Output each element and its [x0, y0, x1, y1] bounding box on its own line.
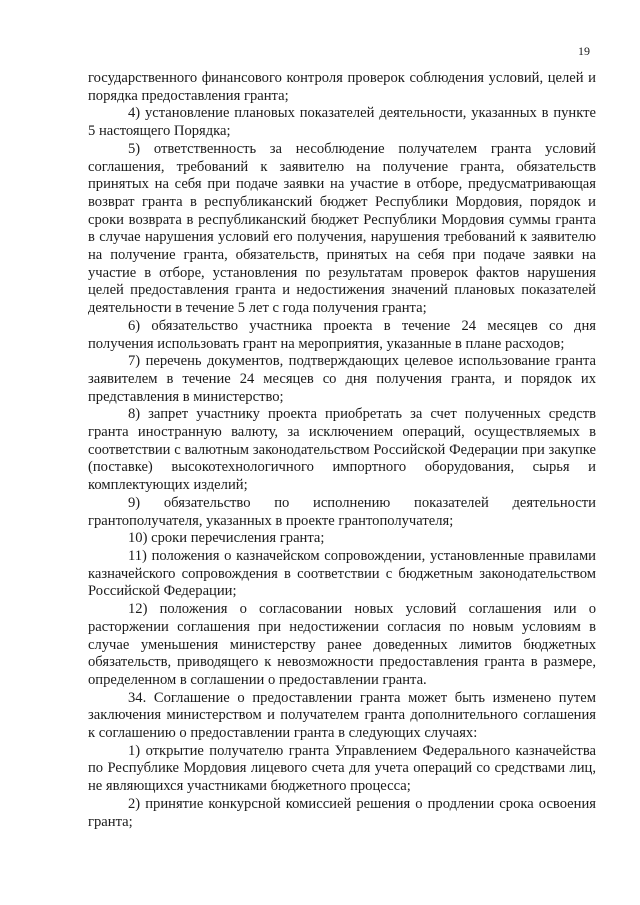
section-34: 34. Соглашение о предоставлении гранта может быть изменено путем заключения министерством и получателем гранта дополнительного соглашения к соглашению о предоставлении гранта в следующих случаях: — [88, 689, 596, 742]
list-item-4: 4) установление плановых показателей деятельности, указанных в пункте 5 настоящего Порядка; — [88, 105, 596, 140]
page-number: 19 — [578, 44, 590, 58]
document-body — [88, 70, 596, 831]
list-item-12: 12) положения о согласовании новых условий соглашения или о расторжении соглашения при недостижении согласия по новым условиям в случае уменьшения министерству ранее доведенных лимитов бюджетных обязательств, приводящего к невозможности предоставления гранта в размере, определенном в соглашении о предоставлении гранта. — [88, 601, 596, 688]
paragraph-continuation: государственного финансового контроля проверок соблюдения условий, целей и порядка предоставления гранта; — [88, 70, 596, 104]
section-34-item-2: 2) принятие конкурсной комиссией решения о продлении срока освоения гранта; — [88, 795, 596, 830]
list-item-7: 7) перечень документов, подтверждающих целевое использование гранта заявителем в течение 24 месяцев со дня получения гранта, и порядок их представления в министерство; — [88, 353, 596, 405]
list-item-10: 10) сроки перечисления гранта; — [128, 530, 325, 547]
list-item-6: 6) обязательство участника проекта в течение 24 месяцев со дня получения использовать грант на мероприятия, указанные в плане расходов; — [88, 317, 596, 352]
section-34-item-1: 1) открытие получателю гранта Управлением Федерального казначейства по Республике Мордовия лицевого счета для учета операций со средствами лиц, не являющихся участниками бюджетного процесса; — [88, 742, 596, 795]
list-item-11: 11) положения о казначейском сопровождении, установленные правилами казначейского сопровождения в соответствии с бюджетным законодательством Российской Федерации; — [88, 547, 596, 600]
list-item-9: 9) обязательство по исполнению показателей деятельности грантополучателя, указанных в проекте грантополучателя; — [88, 494, 596, 529]
list-item-5: 5) ответственность за несоблюдение получателем гранта условий соглашения, требований к заявителю на получение гранта, обязательств принятых на себя при подаче заявки на участие в отборе, предусматривающая возврат гранта в республиканский бюджет Республики Мордовия, порядок и сроки возврата в республиканский бюджет Республики Мордовия суммы гранта в случае нарушения условий его получения, нарушения требований к заявителю на получение гранта, обязательств, принятых на себя при подаче заявки на участие в отборе, установления по результатам проверок фактов нарушения целей предоставления гранта и недостижения значений плановых показателей деятельности в течение 5 лет с года получения гранта; — [88, 140, 596, 317]
list-item-8: 8) запрет участнику проекта приобретать за счет полученных средств гранта иностранную валюту, за исключением операций, осуществляемых в соответствии с валютным законодательством Российской Федерации при закупке (поставке) высокотехнологичного импортного оборудования, сырья и комплектующих изделий; — [88, 406, 596, 494]
